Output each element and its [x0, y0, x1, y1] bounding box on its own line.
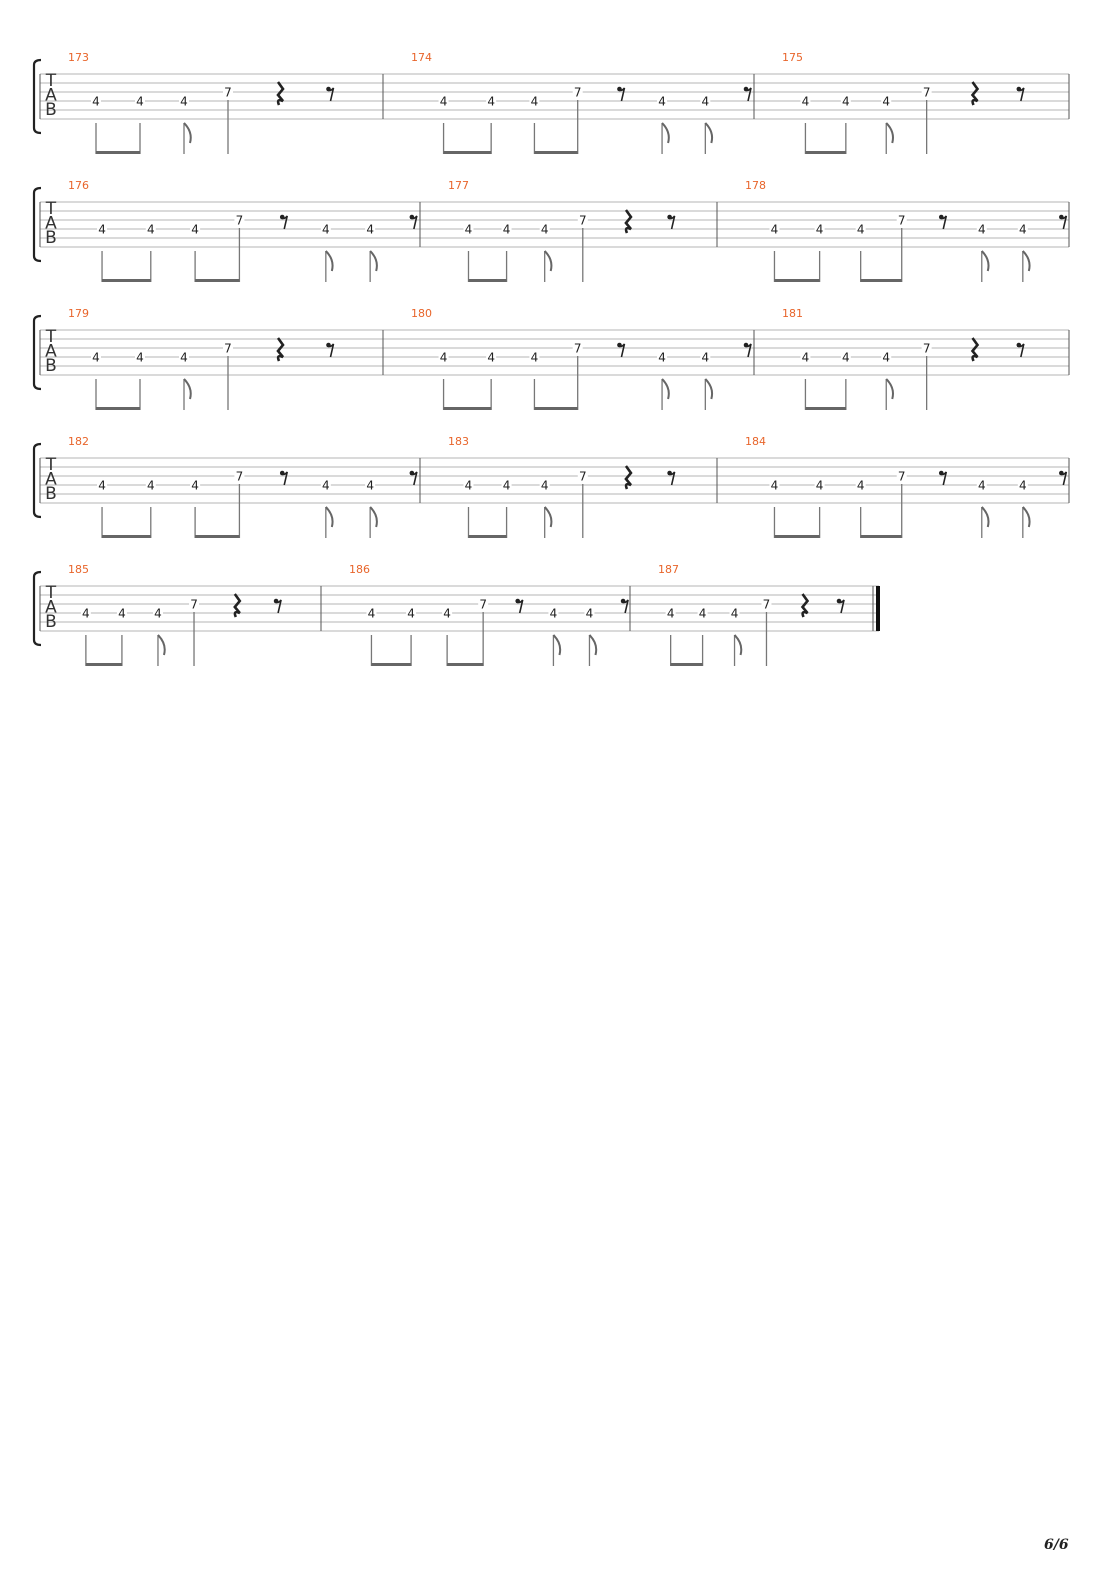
measure-number: 181 — [782, 307, 803, 320]
tab-clef-letter: T — [45, 327, 57, 347]
tab-clef-letter: B — [45, 228, 57, 248]
beam — [671, 663, 703, 666]
beam — [102, 279, 151, 282]
beam — [96, 151, 140, 154]
fret-number: 4 — [842, 94, 850, 109]
eighth-rest — [326, 343, 333, 357]
eighth-rest — [667, 471, 674, 485]
measure-number: 179 — [68, 307, 89, 320]
fret-number: 4 — [815, 222, 824, 237]
fret-number: 4 — [154, 606, 162, 621]
beam — [468, 535, 506, 538]
fret-number: 7 — [897, 213, 906, 228]
fret-number: 4 — [322, 478, 330, 493]
note-flag — [184, 379, 191, 399]
quarter-rest — [278, 82, 283, 105]
fret-number: 4 — [882, 350, 891, 365]
fret-number: 4 — [502, 222, 511, 237]
beam — [774, 279, 819, 282]
fret-number: 7 — [897, 469, 906, 484]
fret-number: 4 — [540, 478, 549, 493]
fret-number: 7 — [578, 213, 587, 228]
fret-number: 4 — [180, 350, 188, 365]
note-flag — [184, 123, 191, 143]
fret-number: 4 — [585, 606, 594, 621]
eighth-rest — [1017, 343, 1024, 357]
fret-number: 4 — [366, 478, 374, 493]
fret-number: 4 — [464, 222, 473, 237]
measure-number: 183 — [448, 435, 469, 448]
beam — [102, 535, 151, 538]
tab-clef-letter: B — [45, 612, 57, 632]
eighth-rest — [1059, 471, 1066, 485]
beam — [805, 407, 845, 410]
fret-number: 7 — [762, 597, 771, 612]
beam — [86, 663, 122, 666]
note-flag — [886, 123, 893, 143]
fret-number: 4 — [977, 222, 986, 237]
measure-number: 184 — [745, 435, 766, 448]
fret-number: 4 — [366, 222, 374, 237]
note-flag — [662, 379, 669, 399]
fret-number: 4 — [801, 94, 810, 109]
page-number: 6/6 — [1044, 1537, 1069, 1553]
quarter-rest — [278, 338, 283, 361]
quarter-rest — [626, 466, 631, 489]
eighth-rest — [515, 599, 522, 613]
measure-number: 186 — [349, 563, 370, 576]
fret-number: 7 — [922, 341, 931, 356]
quarter-rest — [803, 594, 808, 617]
fret-number: 4 — [770, 222, 779, 237]
tab-clef-letter: A — [45, 213, 57, 234]
quarter-rest — [972, 338, 977, 361]
fret-number: 4 — [98, 222, 106, 237]
eighth-rest — [326, 87, 333, 101]
eighth-rest — [274, 599, 281, 613]
measure-number: 173 — [68, 51, 89, 64]
beam — [444, 151, 492, 154]
fret-number: 4 — [856, 222, 865, 237]
quarter-rest — [626, 210, 631, 233]
fret-number: 4 — [1018, 222, 1027, 237]
eighth-rest — [837, 599, 844, 613]
beam — [468, 279, 506, 282]
fret-number: 4 — [502, 478, 511, 493]
tab-clef-letter: B — [45, 356, 57, 376]
tab-clef-letter: T — [45, 71, 57, 91]
measure-number: 180 — [411, 307, 432, 320]
quarter-rest — [235, 594, 240, 617]
quarter-rest — [972, 82, 977, 105]
note-flag — [705, 379, 712, 399]
tab-clef-letter: T — [45, 455, 57, 475]
eighth-rest — [617, 87, 624, 101]
eighth-rest — [1017, 87, 1024, 101]
note-flag — [545, 251, 552, 271]
fret-number: 4 — [191, 478, 199, 493]
eighth-rest — [744, 343, 751, 357]
note-flag — [370, 507, 377, 527]
fret-number: 4 — [136, 350, 144, 365]
fret-number: 7 — [224, 85, 232, 100]
note-flag — [982, 251, 989, 271]
fret-number: 7 — [479, 597, 487, 612]
fret-number: 4 — [530, 350, 539, 365]
fret-number: 4 — [549, 606, 558, 621]
fret-number: 4 — [701, 350, 710, 365]
fret-number: 7 — [224, 341, 232, 356]
fret-number: 4 — [530, 94, 539, 109]
eighth-rest — [939, 471, 946, 485]
measure-number: 178 — [745, 179, 766, 192]
measure-number: 187 — [658, 563, 679, 576]
note-flag — [662, 123, 669, 143]
tab-clef-letter: A — [45, 469, 57, 490]
measure-number: 175 — [782, 51, 803, 64]
tab-clef-letter: A — [45, 85, 57, 106]
eighth-rest — [410, 471, 417, 485]
fret-number: 7 — [235, 469, 244, 484]
note-flag — [553, 635, 560, 655]
fret-number: 4 — [1018, 478, 1027, 493]
fret-number: 4 — [443, 606, 451, 621]
fret-number: 4 — [540, 222, 549, 237]
beam — [447, 663, 483, 666]
fret-number: 4 — [367, 606, 376, 621]
fret-number: 7 — [573, 85, 582, 100]
fret-number: 4 — [464, 478, 473, 493]
beam — [805, 151, 845, 154]
eighth-rest — [621, 599, 628, 613]
measure-number: 177 — [448, 179, 469, 192]
beam — [371, 663, 411, 666]
fret-number: 4 — [92, 94, 100, 109]
fret-number: 4 — [815, 478, 824, 493]
fret-number: 4 — [136, 94, 144, 109]
note-flag — [589, 635, 596, 655]
tab-clef-letter: T — [45, 199, 57, 219]
measure-number: 174 — [411, 51, 432, 64]
beam — [861, 535, 902, 538]
fret-number: 4 — [856, 478, 865, 493]
fret-number: 4 — [487, 350, 495, 365]
fret-number: 4 — [801, 350, 810, 365]
measure-number: 176 — [68, 179, 89, 192]
beam — [861, 279, 902, 282]
eighth-rest — [617, 343, 624, 357]
beam — [534, 407, 577, 410]
note-flag — [158, 635, 165, 655]
fret-number: 7 — [578, 469, 587, 484]
beam — [195, 535, 239, 538]
beam — [534, 151, 577, 154]
note-flag — [1023, 507, 1030, 527]
note-flag — [326, 251, 333, 271]
measure-number: 182 — [68, 435, 89, 448]
note-flag — [886, 379, 893, 399]
note-flag — [735, 635, 742, 655]
fret-number: 4 — [146, 222, 155, 237]
note-flag — [1023, 251, 1030, 271]
measure-number: 185 — [68, 563, 89, 576]
fret-number: 4 — [180, 94, 188, 109]
tab-clef-letter: A — [45, 597, 57, 618]
note-flag — [370, 251, 377, 271]
eighth-rest — [280, 471, 287, 485]
fret-number: 4 — [191, 222, 199, 237]
fret-number: 4 — [487, 94, 495, 109]
tab-clef-letter: T — [45, 583, 57, 603]
fret-number: 4 — [92, 350, 100, 365]
note-flag — [705, 123, 712, 143]
fret-number: 4 — [407, 606, 415, 621]
fret-number: 7 — [190, 597, 198, 612]
note-flag — [545, 507, 552, 527]
beam — [774, 535, 819, 538]
beam — [444, 407, 492, 410]
note-flag — [326, 507, 333, 527]
tab-clef-letter: B — [45, 484, 57, 504]
fret-number: 7 — [573, 341, 582, 356]
fret-number: 4 — [658, 94, 666, 109]
fret-number: 4 — [439, 94, 448, 109]
beam — [195, 279, 239, 282]
fret-number: 4 — [882, 94, 891, 109]
fret-number: 4 — [82, 606, 90, 621]
tab-clef-letter: A — [45, 341, 57, 362]
fret-number: 4 — [98, 478, 106, 493]
eighth-rest — [410, 215, 417, 229]
tab-clef-letter: B — [45, 100, 57, 120]
beam — [96, 407, 140, 410]
fret-number: 4 — [698, 606, 707, 621]
fret-number: 4 — [701, 94, 710, 109]
eighth-rest — [744, 87, 751, 101]
fret-number: 4 — [146, 478, 155, 493]
fret-number: 4 — [842, 350, 850, 365]
fret-number: 4 — [322, 222, 330, 237]
fret-number: 4 — [118, 606, 126, 621]
eighth-rest — [667, 215, 674, 229]
fret-number: 7 — [922, 85, 931, 100]
note-flag — [982, 507, 989, 527]
eighth-rest — [939, 215, 946, 229]
fret-number: 4 — [439, 350, 448, 365]
fret-number: 4 — [658, 350, 666, 365]
fret-number: 4 — [977, 478, 986, 493]
eighth-rest — [280, 215, 287, 229]
fret-number: 4 — [730, 606, 739, 621]
fret-number: 4 — [770, 478, 779, 493]
final-barline — [876, 586, 880, 631]
eighth-rest — [1059, 215, 1066, 229]
fret-number: 7 — [235, 213, 244, 228]
fret-number: 4 — [666, 606, 675, 621]
